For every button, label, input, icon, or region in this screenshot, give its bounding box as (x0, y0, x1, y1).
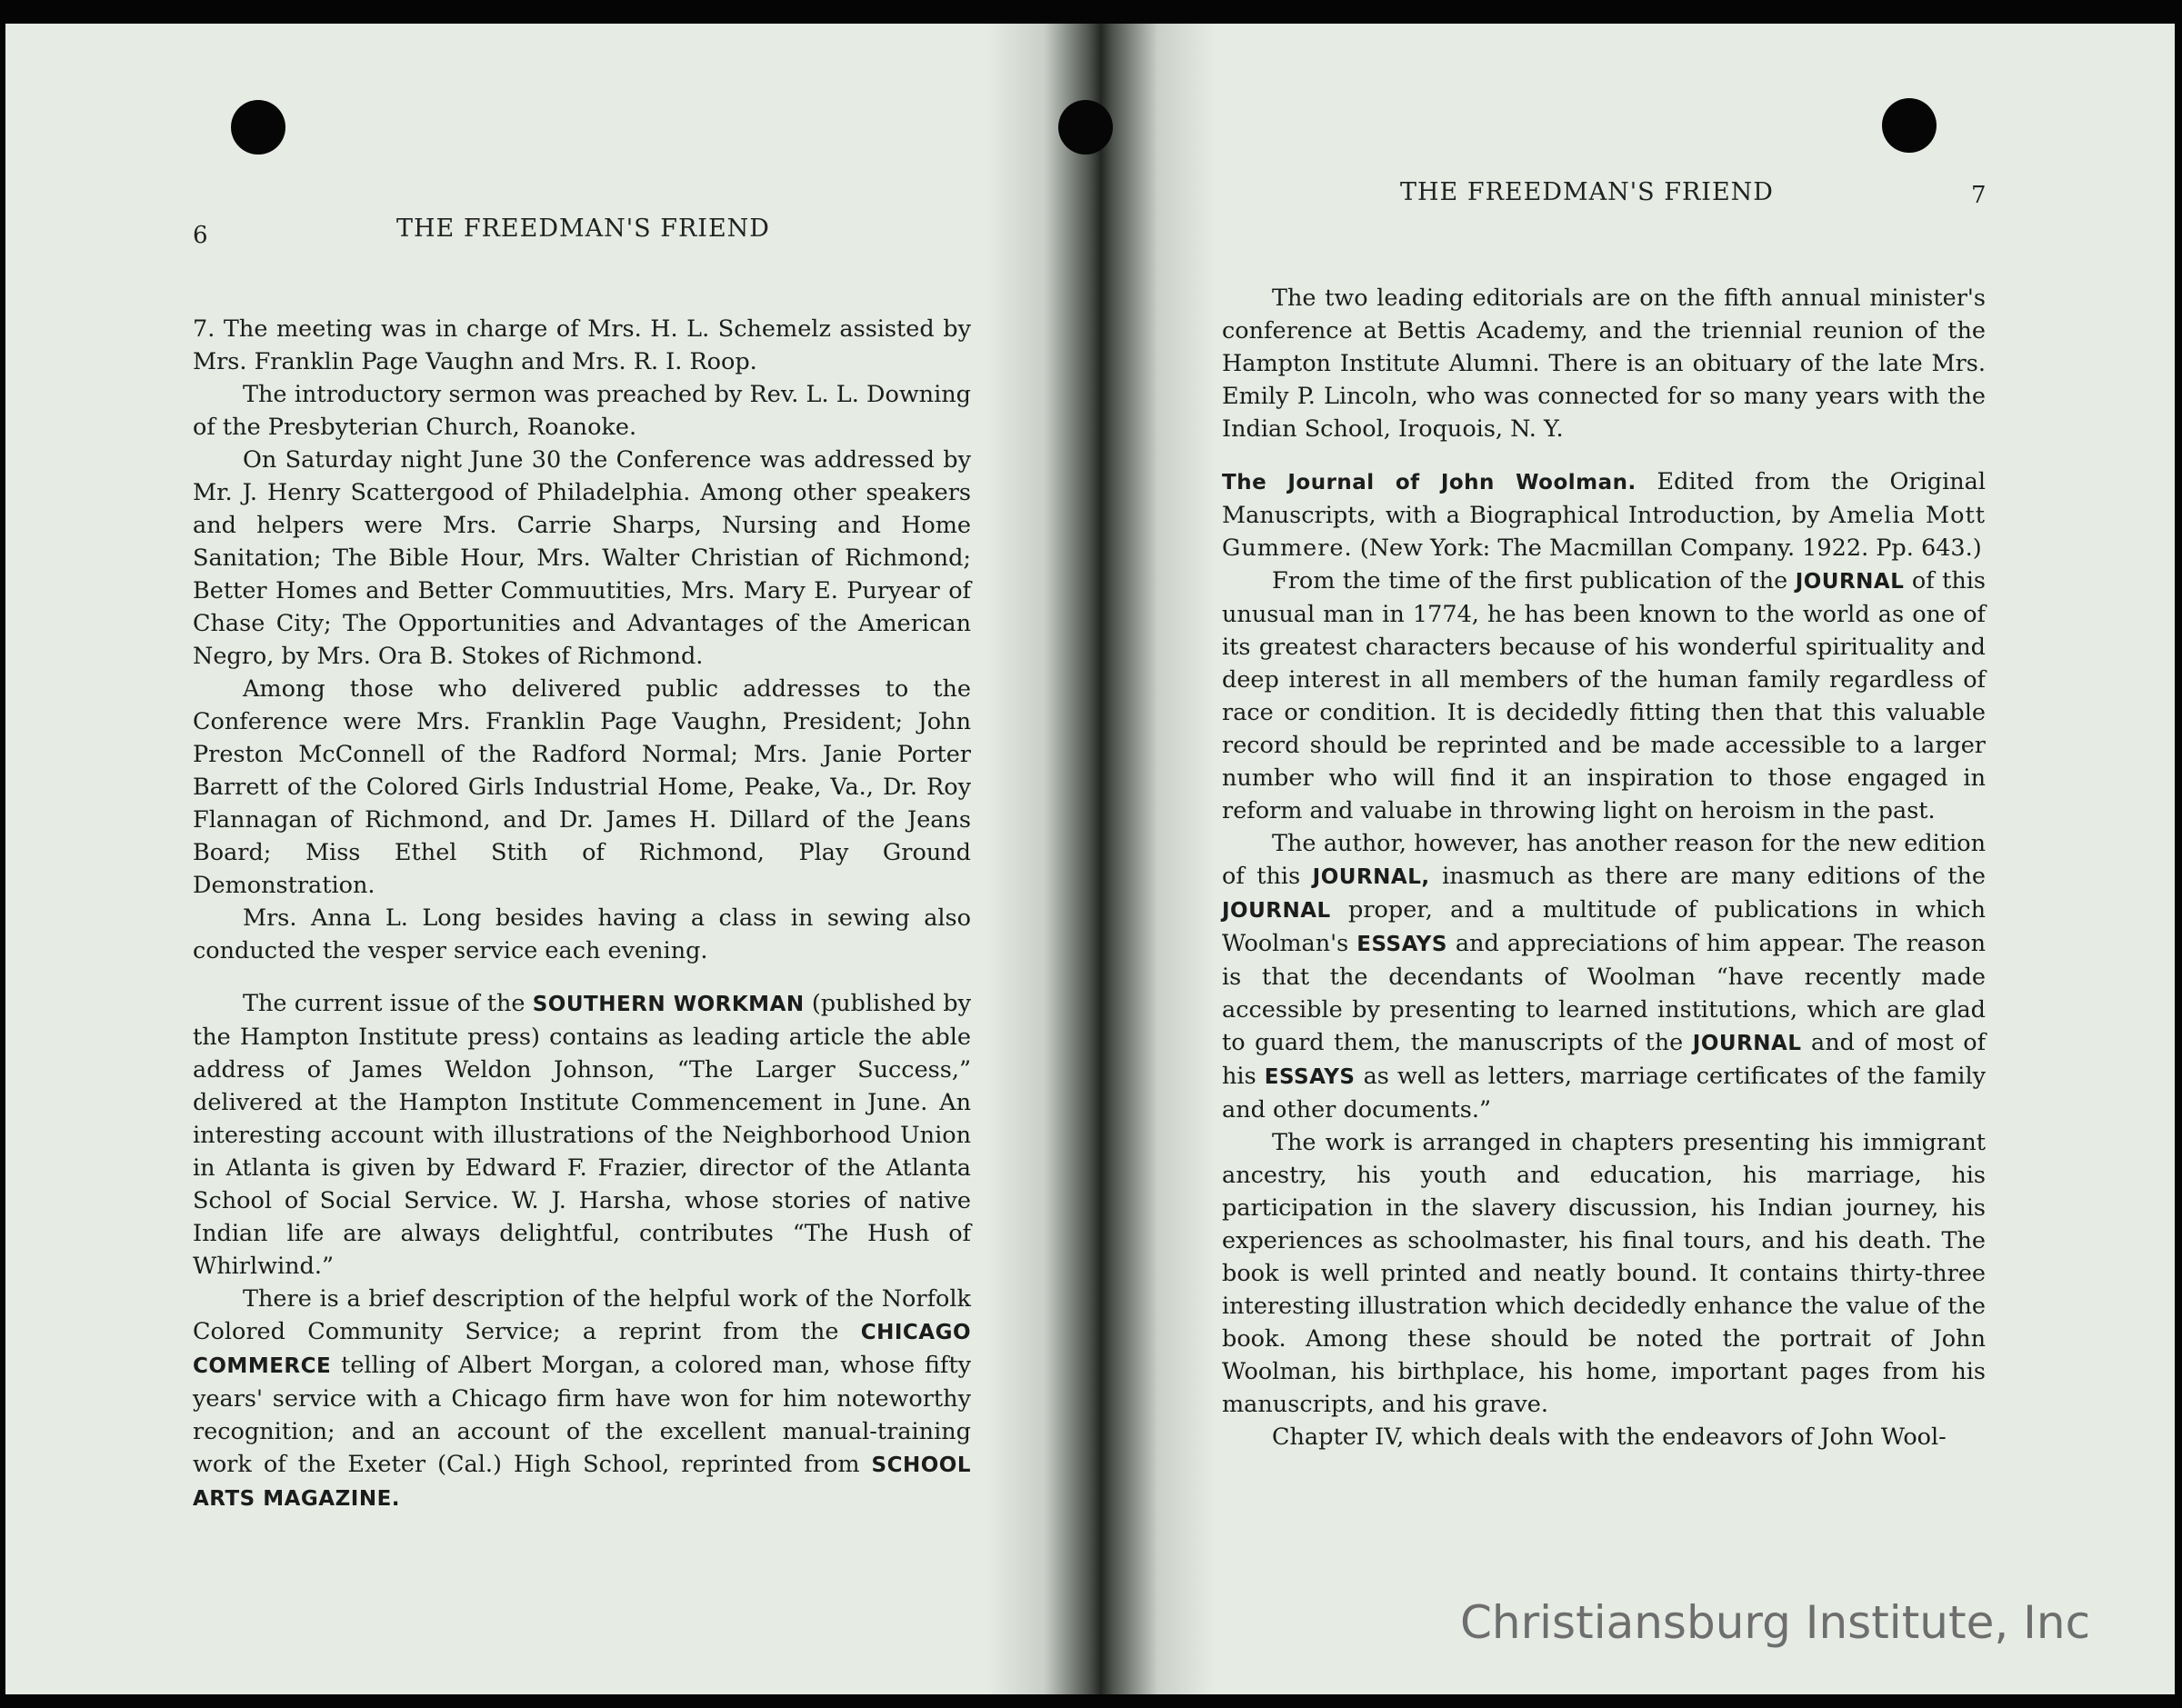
text-run: The author, however, has another reason for the new edition of this (1222, 830, 1986, 890)
paragraph: Mrs. Anna L. Long besides having a class in sewing also conducted the vesper service each evening. (193, 904, 971, 964)
left-page-text (193, 313, 971, 1515)
book-title: The Journal of John Woolman. (1222, 471, 1636, 494)
paragraph-norfolk (193, 1283, 971, 1515)
emphasis: JOURNAL, (1312, 865, 1430, 889)
punch-hole-right (1882, 98, 1937, 153)
paragraph-editorials: The two leading editorials are on the fifth annual minister's conference at Bettis Academy, and the triennial reunion of the Hampton Institute Alumni. There is an obituary of the late Mrs. Emily P. Lincoln, who was connected for so many years with the Indian School, Iroquois, N. Y. (1222, 285, 1986, 443)
paragraph: Chapter IV, which deals with the endeavors of John Wool- (1272, 1423, 1947, 1451)
left-page-number: 6 (193, 222, 208, 249)
paragraph (1222, 827, 1986, 1126)
paragraph: Among those who delivered public addresses to the Conference were Mrs. Franklin Page Vaughn, President; John Preston McConnell of the Radford Normal; Mrs. Janie Porter Barrett of the Colored Girls Industrial Home, Peake, Va., Dr. Roy Flannagan of Richmond, and Dr. James H. Dillard of the Jeans Board; Miss Ethel Stith of Richmond, Play Ground Demonstration. (193, 675, 971, 899)
emphasis: JOURNAL (1795, 570, 1905, 594)
emphasis: ESSAYS (1356, 933, 1447, 956)
text-run: (published by the Hampton Institute press) contains as leading article the able address of James Weldon Johnson, “The Larger Success,” delivered at the Hampton Institute Commencement in June. An interesting account with illustrations of the Neighborhood Union in Atlanta is given by Edward F. Frazier, director of the Atlanta School of Social Service. W. J. Harsha, whose stories of native Indian life are always delightful, contributes “The Hush of Whirlwind.” (193, 990, 972, 1280)
publisher-info: (New York: The Macmillan Company. 1922. Pp. 643.) (1359, 534, 1982, 562)
text-run: proper, and a multitude of publications in which Woolman's (1222, 896, 1987, 957)
emphasis: ESSAYS (1264, 1065, 1356, 1089)
emphasis: JOURNAL (1222, 899, 1331, 923)
text-run: Edited from the Original Manuscripts, with a Biographical Introduction, by (1222, 468, 1987, 529)
binding-gutter-shadow (987, 24, 1215, 1694)
publication-title: CHICAGO COMMERCE (193, 1321, 971, 1378)
text-run: The current issue of the (243, 990, 525, 1017)
publication-title: SOUTHERN WORKMAN (532, 993, 805, 1016)
text-run: inasmuch as there are many editions of the (1442, 863, 1987, 890)
text-run: as well as letters, marriage certificates of the family and other documents.” (1222, 1063, 1987, 1124)
left-running-head: THE FREEDMAN'S FRIEND (396, 215, 770, 243)
paragraph: The introductory sermon was preached by Rev. L. L. Downing of the Presbyterian Church, Roanoke. (193, 381, 971, 441)
punch-hole-left (231, 100, 285, 155)
paragraph: The work is arranged in chapters presenting his immigrant ancestry, his youth and education, his marriage, his participation in the slavery discussion, his Indian journey, his experiences as schoolmaster, his final tours, and his death. The book is well printed and neatly bound. It contains thirty-three interesting illustration which decidedly enhance the value of the book. Among these should be noted the portrait of John Woolman, his birthplace, his home, important pages from his manuscripts, and his grave. (1222, 1129, 1986, 1418)
right-page-text (1222, 282, 1986, 1453)
scanned-booklet-spread (5, 24, 2175, 1694)
punch-hole-center (1058, 100, 1113, 155)
text-run: and of most of his (1222, 1029, 1987, 1090)
paragraph: 7. The meeting was in charge of Mrs. H. L. Schemelz assisted by Mrs. Franklin Page Vaughn and Mrs. R. I. Roop. (193, 315, 971, 375)
text-run: There is a brief description of the helpful work of the Norfolk Colored Community Service; a reprint from the (193, 1285, 971, 1345)
watermark-text: Christiansburg Institute, Inc (1460, 1596, 2091, 1649)
text-run: and appreciations of him appear. The reason is that the decendants of Woolman “have recently made accessible by presenting to learned institutions, which are glad to guard them, the manuscripts of the (1222, 930, 1986, 1056)
text-run: of this unusual man in 1774, he has been known to the world as one of its greatest characters because of his wonderful spirituality and deep interest in all members of the human family regardless of race or condition. It is decidedly fitting then that this valuable record should be reprinted and be made accessible to a larger number who will find it an inspiration to those engaged in reform and valuabe in throwing light on heroism in the past. (1222, 567, 1987, 824)
author-name: Amelia Mott Gummere. (1222, 502, 1986, 562)
book-review-heading (1222, 465, 1986, 564)
publication-title: SCHOOL ARTS MAGAZINE. (193, 1453, 971, 1511)
right-page-number: 7 (1971, 182, 1987, 209)
paragraph: On Saturday night June 30 the Conference was addressed by Mr. J. Henry Scattergood of Philadelphia. Among other speakers and helpers were Mrs. Carrie Sharps, Nursing and Home Sanitation; The Bible Hour, Mrs. Walter Christian of Richmond; Better Homes and Better Commuutities, Mrs. Mary E. Puryear of Chase City; The Opportunities and Advantages of the American Negro, by Mrs. Ora B. Stokes of Richmond. (193, 446, 971, 670)
paragraph-southern-workman (193, 987, 971, 1283)
text-run: telling of Albert Morgan, a colored man, whose fifty years' service with a Chicago firm have won for him noteworthy recognition; and an account of the excellent manual-training work of the Exeter (Cal.) High School, reprinted from (193, 1352, 971, 1478)
right-running-head: THE FREEDMAN'S FRIEND (1400, 178, 1774, 206)
text-run: From the time of the first publication of the (1272, 567, 1788, 594)
emphasis: JOURNAL (1692, 1032, 1802, 1055)
paragraph (1222, 564, 1986, 827)
